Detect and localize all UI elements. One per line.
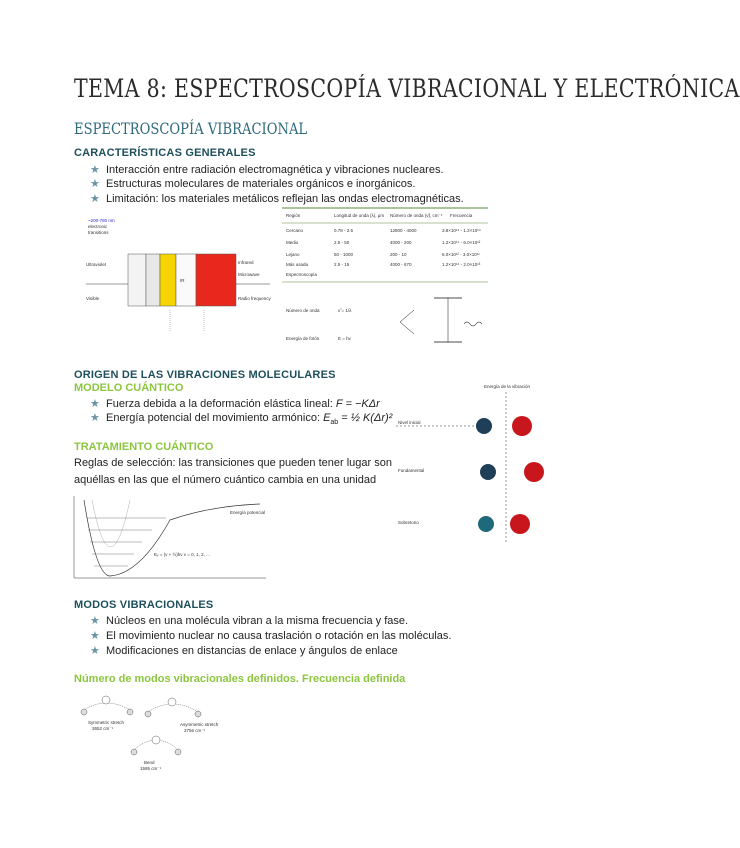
star-bullet-icon: ★ [90, 398, 100, 410]
band-label: Microwave [238, 272, 260, 277]
star-bullet-icon: ★ [90, 645, 100, 657]
quantum-treatment-heading: TRATAMIENTO CUÁNTICO [74, 441, 214, 453]
band-label: Infrared [238, 260, 254, 265]
table-row [286, 252, 480, 257]
potential-formula: Eᵥ = (v + ½)hν v = 0, 1, 2, ... [154, 552, 210, 557]
spectrum-note: ~200-780 nm [88, 218, 115, 223]
list-item: ★ Modificaciones en distancias de enlace y ángulos de enlace [90, 645, 398, 657]
mode-value: 1595 cm⁻¹ [140, 766, 162, 771]
star-bullet-icon: ★ [90, 615, 100, 627]
list-item: ★ Limitación: los materiales metálicos reflejan las ondas electromagnéticas. [90, 193, 464, 205]
star-bullet-icon: ★ [90, 412, 100, 424]
force-formula: F = −KΔr [335, 398, 380, 410]
svg-text:E = hν: E = hν [338, 336, 351, 341]
svg-text:1.2×10¹⁴ - 2.0×10¹³: 1.2×10¹⁴ - 2.0×10¹³ [442, 262, 481, 267]
energy-label: Energía de fotón [286, 336, 320, 341]
svg-text:2.5 - 15: 2.5 - 15 [334, 262, 350, 267]
table-header: Región [286, 213, 301, 218]
table-row [286, 262, 481, 267]
list-item: ★ Fuerza debida a la deformación elástica lineal: F = −KΔr [90, 398, 380, 410]
energy-formula: E [323, 412, 331, 424]
modes-heading: MODOS VIBRACIONALES [74, 599, 214, 611]
svg-text:12800 - 4000: 12800 - 4000 [390, 228, 417, 233]
quantum-model-heading: MODELO CUÁNTICO [74, 382, 184, 394]
svg-text:6.0×10¹² - 3.0×10¹¹: 6.0×10¹² - 3.0×10¹¹ [442, 252, 480, 257]
svg-text:Más usada: Más usada [286, 262, 309, 267]
svg-text:0.78 - 2.5: 0.78 - 2.5 [334, 228, 354, 233]
selection-rules-text: Reglas de selección: las transiciones que pueden tener lugar son aquéllas en las que el número cuántico cambia en una unidad [74, 457, 392, 486]
mode-value: 3652 cm⁻¹ [92, 726, 114, 731]
energy-levels-diagram [388, 378, 548, 546]
em-spectrum-figure [84, 214, 274, 354]
list-item: ★ Estructuras moleculares de materiales orgánicos e inorgánicos. [90, 178, 416, 190]
mode-label: Bend [144, 760, 155, 765]
star-bullet-icon: ★ [90, 193, 100, 205]
svg-text:4000 - 200: 4000 - 200 [390, 240, 412, 245]
spectrum-note: electronic [88, 224, 108, 229]
list-item: ★ El movimiento nuclear no causa traslación o rotación en las moléculas. [90, 630, 452, 642]
list-item: ★ Núcleos en una molécula vibran a la misma frecuencia y fase. [90, 615, 409, 627]
table-row [286, 228, 481, 233]
energy-formula-sub: ab [330, 419, 339, 427]
list-item: ★ Energía potencial del movimiento armónico: $E_{ab}$ = ½ K(Δr)² [90, 412, 393, 427]
modes-subheading: Número de modos vibracionales definidos. Frecuencia definida [74, 673, 406, 685]
diagram-label: Energía de la vibración [484, 384, 531, 389]
svg-text:ν̃ = 1/λ: ν̃ = 1/λ [338, 308, 352, 313]
formula-label: Número de onda [286, 308, 320, 313]
svg-text:Medio: Medio [286, 240, 299, 245]
table-header: Número de onda (ν̃), cm⁻¹ [390, 213, 443, 218]
svg-text:200 - 10: 200 - 10 [390, 252, 407, 257]
band-label: Radio frequency [238, 296, 271, 301]
vibrational-modes-diagram [76, 690, 236, 776]
energy-formula-rest: = ½ K(Δr)² [338, 412, 393, 424]
svg-text:Cercano: Cercano [286, 228, 304, 233]
svg-text:3.8×10¹⁴ - 1.2×10¹⁴: 3.8×10¹⁴ - 1.2×10¹⁴ [442, 228, 481, 233]
table-row [286, 240, 481, 245]
star-bullet-icon: ★ [90, 630, 100, 642]
mode-label: Symmetric stretch [88, 720, 125, 725]
band-label: Ultraviolet [86, 262, 107, 267]
spectrum-note: transitions [88, 230, 109, 235]
band-label: Visible [86, 296, 100, 301]
general-heading: CARACTERÍSTICAS GENERALES [74, 147, 256, 159]
star-bullet-icon: ★ [90, 178, 100, 190]
ir-regions-table [282, 206, 490, 352]
level-label: Nivel inicial [398, 420, 421, 425]
svg-text:50 - 1000: 50 - 1000 [334, 252, 354, 257]
potential-energy-figure [70, 494, 270, 580]
svg-text:2.5 - 50: 2.5 - 50 [334, 240, 350, 245]
svg-text:Espectroscopía: Espectroscopía [286, 272, 318, 277]
svg-text:1.2×10¹⁴ - 6.0×10¹²: 1.2×10¹⁴ - 6.0×10¹² [442, 240, 481, 245]
list-item: ★ Interacción entre radiación electromagnética y vibraciones nucleares. [90, 164, 444, 176]
ir-band-label: IR [180, 278, 185, 283]
axis-label: Energía potencial [230, 510, 266, 515]
table-header: Longitud de onda (λ), μm [334, 213, 385, 218]
mode-value: 3756 cm⁻¹ [184, 728, 206, 733]
level-label: Sobretono [398, 520, 419, 525]
origin-heading: ORIGEN DE LAS VIBRACIONES MOLECULARES [74, 369, 336, 381]
table-row [286, 272, 318, 277]
table-header: Frecuencia [450, 213, 473, 218]
section-subtitle: ESPECTROSCOPÍA VIBRACIONAL [74, 119, 308, 138]
mode-label: Asymmetric stretch [180, 722, 219, 727]
page-title: TEMA 8: ESPECTROSCOPÍA VIBRACIONAL Y ELECTRÓNICA [74, 74, 740, 103]
level-label: Fundamental [398, 468, 425, 473]
svg-text:4000 - 670: 4000 - 670 [390, 262, 412, 267]
svg-text:Lejano: Lejano [286, 252, 300, 257]
star-bullet-icon: ★ [90, 164, 100, 176]
